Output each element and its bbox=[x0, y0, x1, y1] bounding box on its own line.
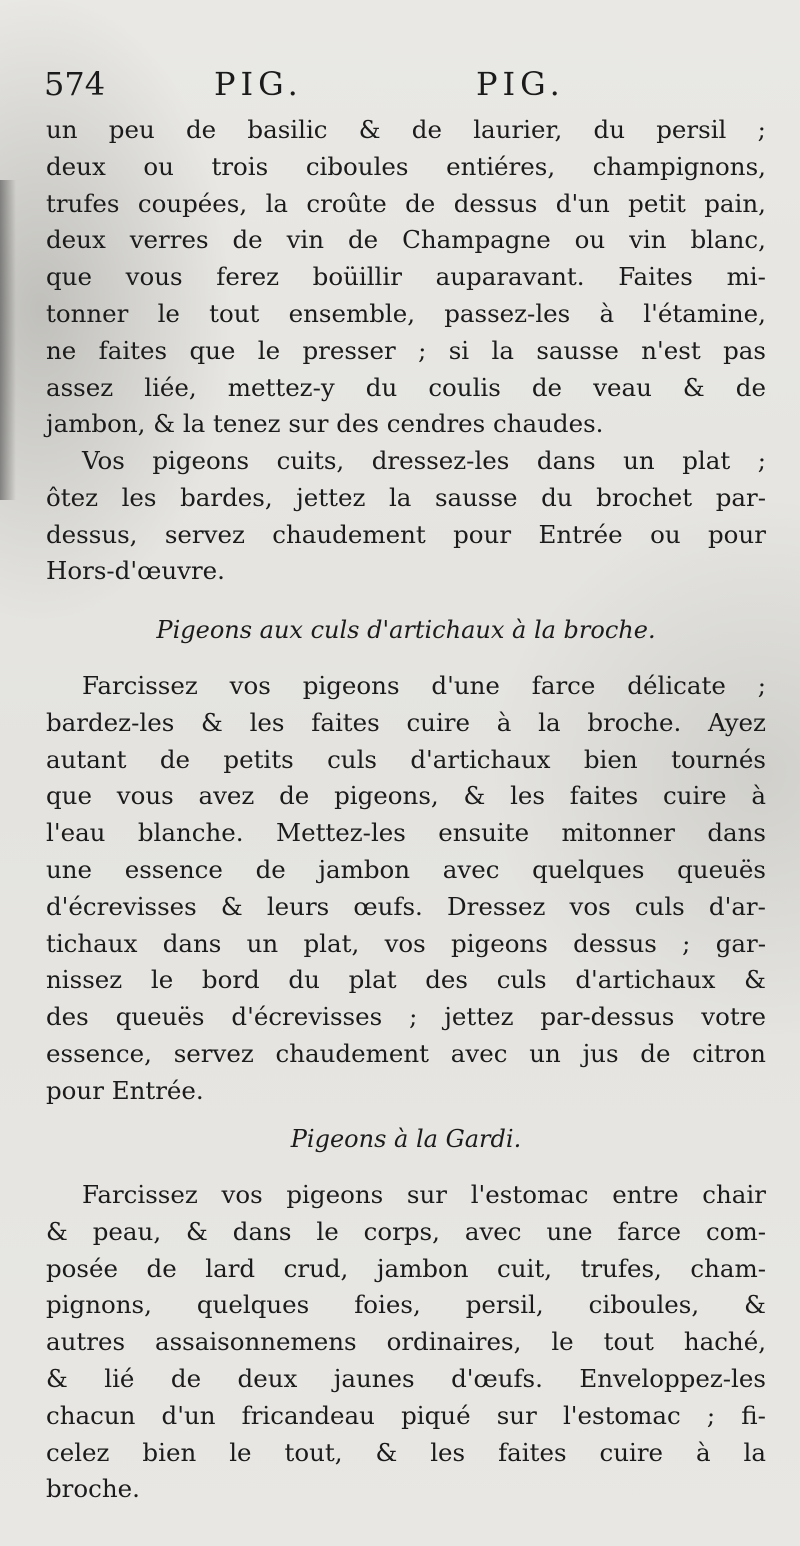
text-line: ôtez les bardes, jettez la sausse du brochet par- bbox=[46, 482, 766, 512]
text-line: pignons, quelques foies, persil, ciboules, & bbox=[46, 1290, 766, 1320]
text-line: pour Entrée. bbox=[46, 1075, 204, 1105]
text-line: dessus, servez chaudement pour Entrée ou pour bbox=[46, 519, 766, 549]
text-line: & lié de deux jaunes d'œufs. Enveloppez-les bbox=[46, 1363, 766, 1393]
text-line: posée de lard crud, jambon cuit, trufes, cham- bbox=[46, 1253, 766, 1283]
text-line: une essence de jambon avec quelques queuës bbox=[46, 854, 766, 884]
page-edge-shadow bbox=[0, 180, 16, 500]
paragraph-3 bbox=[46, 668, 766, 1110]
text-line: Hors-d'œuvre. bbox=[46, 556, 225, 586]
text-line: essence, servez chaudement avec un jus de citron bbox=[46, 1038, 766, 1068]
recipe-heading: Pigeons aux culs d'artichaux à la broche. bbox=[156, 616, 656, 644]
text-line: & peau, & dans le corps, avec une farce com- bbox=[46, 1216, 766, 1246]
text-line: assez liée, mettez-y du coulis de veau & de bbox=[46, 372, 766, 402]
text-line: Farcissez vos pigeons sur l'estomac entre chair bbox=[82, 1180, 766, 1209]
text-line: ne faites que le presser ; si la sausse n'est pas bbox=[46, 335, 766, 365]
text-line: que vous ferez boüillir auparavant. Faites mi- bbox=[46, 262, 766, 292]
text-line: Vos pigeons cuits, dressez-les dans un plat ; bbox=[82, 446, 766, 475]
text-line: tichaux dans un plat, vos pigeons dessus ; gar- bbox=[46, 928, 766, 958]
text-line: jambon, & la tenez sur des cendres chaudes. bbox=[46, 409, 604, 439]
text-line: Farcissez vos pigeons d'une farce délicate ; bbox=[82, 671, 766, 700]
text-line: tonner le tout ensemble, passez-les à l'étamine, bbox=[46, 298, 766, 328]
text-line: deux verres de vin de Champagne ou vin blanc, bbox=[46, 225, 766, 255]
paragraph-1 bbox=[46, 112, 766, 443]
text-line: bardez-les & les faites cuire à la broche. Ayez bbox=[46, 707, 766, 737]
text-line: chacun d'un fricandeau piqué sur l'estomac ; fi- bbox=[46, 1400, 766, 1430]
page-number: 574 bbox=[44, 65, 106, 103]
text-line: broche. bbox=[46, 1474, 140, 1504]
text-line: des queuës d'écrevisses ; jettez par-dessus votre bbox=[46, 1002, 766, 1032]
running-header bbox=[44, 62, 764, 106]
text-line: l'eau blanche. Mettez-les ensuite mitonner dans bbox=[46, 818, 766, 848]
text-line: nissez le bord du plat des culs d'artichaux & bbox=[46, 965, 766, 995]
running-head-right: PIG. bbox=[476, 65, 565, 103]
text-line: autres assaisonnemens ordinaires, le tout haché, bbox=[46, 1327, 766, 1357]
text-line: celez bien le tout, & les faites cuire à la bbox=[46, 1437, 766, 1467]
paragraph-4 bbox=[46, 1177, 766, 1508]
text-line: d'écrevisses & leurs œufs. Dressez vos culs d'ar- bbox=[46, 891, 766, 921]
text-line: deux ou trois ciboules entiéres, champignons, bbox=[46, 151, 766, 181]
text-line: un peu de basilic & de laurier, du persil ; bbox=[46, 115, 766, 144]
text-line: trufes coupées, la croûte de dessus d'un petit pain, bbox=[46, 188, 766, 218]
paragraph-2 bbox=[46, 443, 766, 590]
recipe-heading: Pigeons à la Gardi. bbox=[290, 1125, 522, 1153]
running-head-left: PIG. bbox=[214, 65, 303, 103]
text-line: autant de petits culs d'artichaux bien tournés bbox=[46, 744, 766, 774]
text-line: que vous avez de pigeons, & les faites cuire à bbox=[46, 781, 766, 811]
